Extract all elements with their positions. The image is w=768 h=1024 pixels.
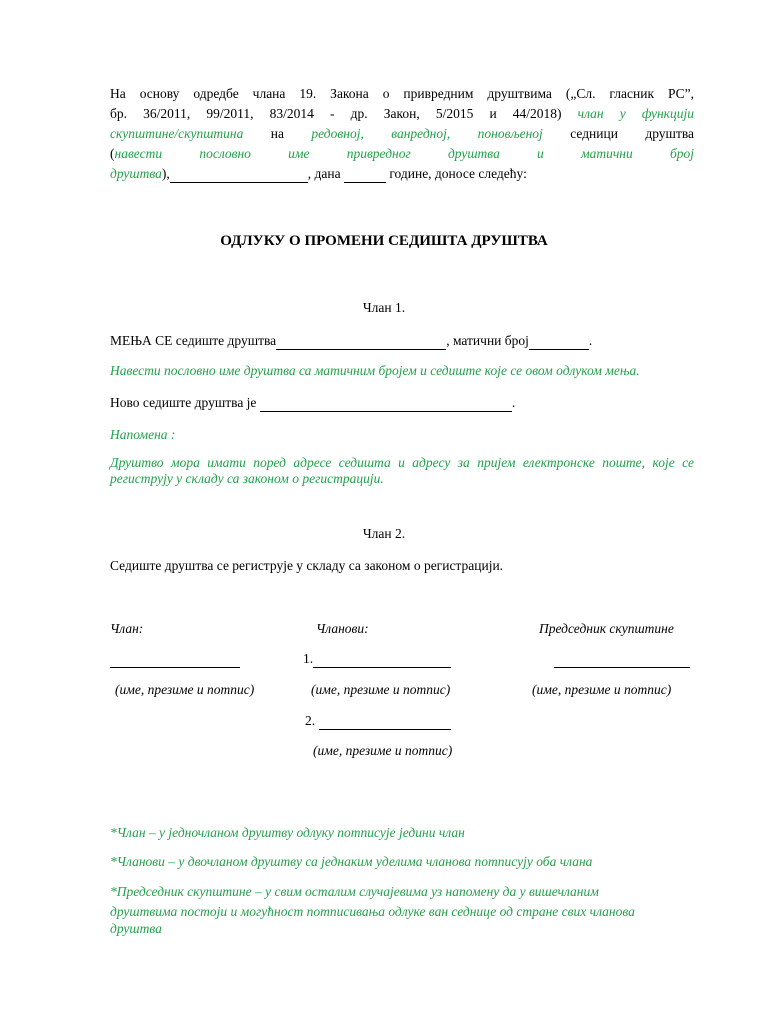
registry-number-blank[interactable] — [529, 333, 589, 350]
date-blank[interactable] — [344, 166, 386, 183]
note-text-line-2: региструју у складу са законом о регистрацији. — [110, 471, 384, 486]
signature-line-members-2[interactable]: 2. — [305, 713, 451, 730]
footnote-member: *Члан – у једночланом друштву одлуку потписује једини члан — [110, 825, 465, 840]
signature-caption-president: (име, презиме и потпис) — [532, 682, 672, 697]
intro-line-3: скупштине/скупштина на редовној, ванредној, поновљеној седници друштва — [110, 126, 695, 141]
signature-line-member[interactable] — [110, 651, 240, 668]
signature-caption-member: (име, презиме и потпис) — [115, 682, 255, 697]
company-seat-blank[interactable] — [276, 333, 446, 350]
intro-line-2: бр. 36/2011, 99/2011, 83/2014 - др. Закон, 5/2015 и 44/2018) члан у функцији — [110, 106, 694, 121]
article-2-heading: Члан 2. — [362, 526, 406, 541]
footnote-members: *Чланови – у двочланом друштву са једнаким уделима чланова потписују оба члана — [110, 854, 593, 869]
signature-line-president[interactable] — [554, 651, 690, 668]
article-1-heading: Члан 1. — [362, 300, 406, 315]
company-name-blank[interactable] — [170, 166, 308, 183]
signature-caption-members-1: (име, презиме и потпис) — [311, 682, 451, 697]
new-seat-blank[interactable] — [260, 395, 512, 412]
article-2-text: Седиште друштва се региструје у складу са законом о регистрацији. — [110, 558, 504, 573]
signature-label-president: Председник скупштине — [539, 621, 674, 636]
article-1-line-1: МЕЊА СЕ седиште друштва , матични број . — [110, 333, 593, 348]
note-label: Напомена : — [110, 427, 176, 442]
article-1-new-seat: Ново седиште друштва је . — [110, 395, 516, 410]
intro-line-1: На основу одредбе члана 19. Закона о привредним друштвима („Сл. гласник РС”, — [110, 86, 694, 101]
footnote-president-line-2: друштвима постоји и могућност потписивања одлуке ван седнице од стране свих чланова — [110, 904, 635, 919]
signature-label-member: Члан: — [110, 621, 144, 636]
signature-line-members-1[interactable]: 1. — [303, 651, 451, 668]
article-1-instruction: Навести пословно име друштва са матичним бројем и седиште које се овом одлуком мења. — [110, 363, 640, 378]
signature-label-members: Чланови: — [316, 621, 369, 636]
intro-line-4: (навести пословно име привредног друштва и матични број — [110, 146, 694, 161]
document-title: ОДЛУКУ О ПРОМЕНИ СЕДИШТА ДРУШТВА — [220, 233, 548, 249]
signature-caption-members-2: (име, презиме и потпис) — [313, 743, 453, 758]
note-text-line-1: Друштво мора имати поред адресе седишта и адресу за пријем електронске поште, које се — [110, 455, 694, 470]
footnote-president-line-1: *Председник скупштине – у свим осталим случајевима уз напомену да у вишечланим — [110, 884, 599, 899]
intro-line-5: друштва), , дана године, доносе следећу: — [110, 166, 527, 181]
footnote-president-line-3: друштва — [110, 921, 162, 936]
